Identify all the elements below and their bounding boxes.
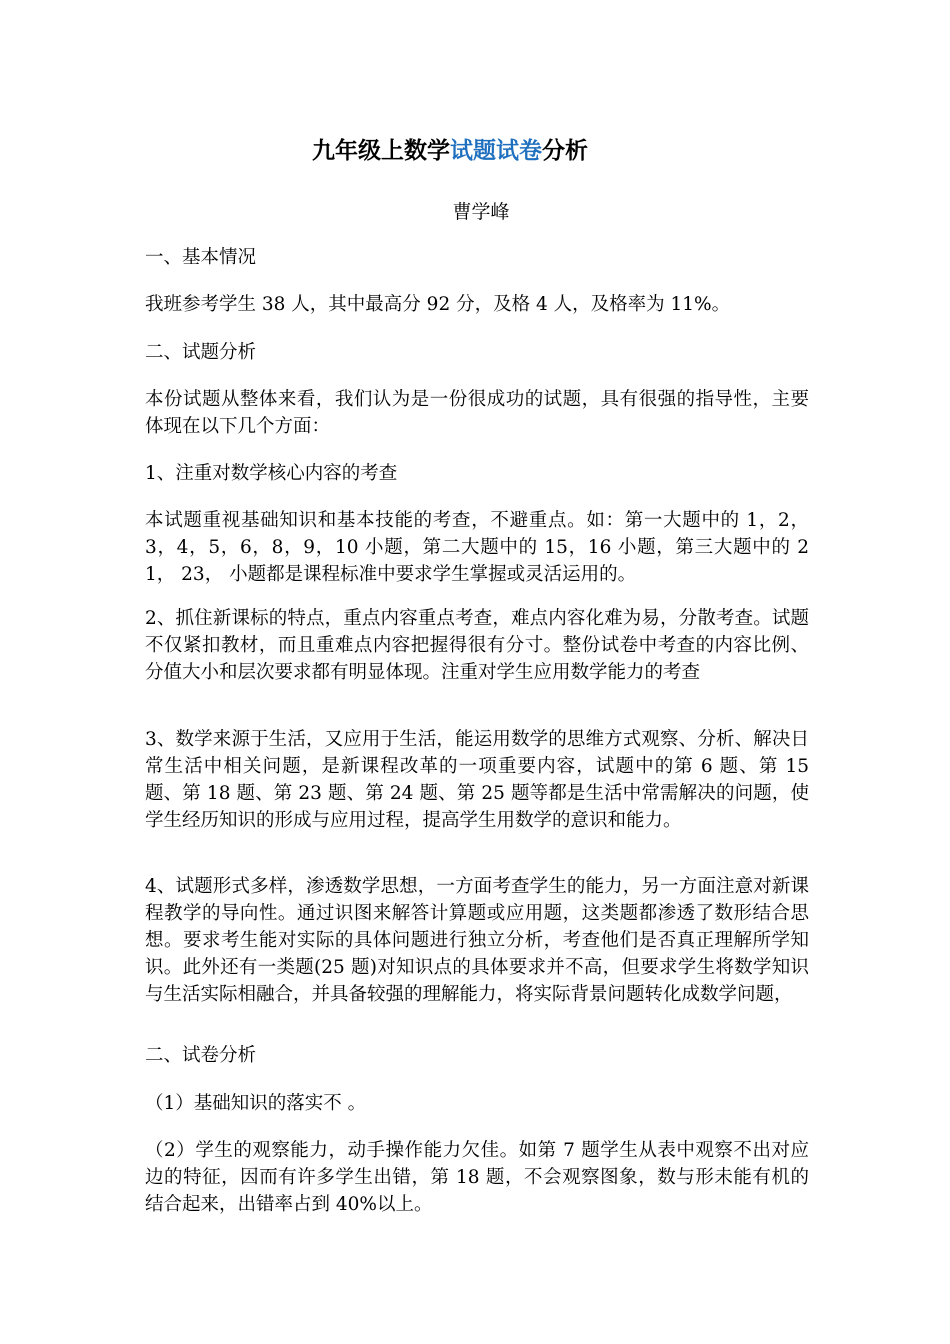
paragraph-point-1-body: 本试题重视基础知识和基本技能的考查，不避重点。如：第一大题中的 1，2，3，4，5，6，8，9，10 小题，第二大题中的 15，16 小题，第三大题中的 21， 23， 小题都是课程标准中要求学生掌握或灵活运用的。 [145, 510, 809, 585]
paragraph-basic-stats: 我班参考学生 38 人，其中最高分 92 分，及格 4 人，及格率为 11%。 [145, 294, 731, 315]
heading-question-analysis: 二、试题分析 [145, 342, 257, 363]
title-text-part1: 九年级上数学 [312, 138, 450, 164]
paragraph-overview: 本份试题从整体来看，我们认为是一份很成功的试题，具有很强的指导性，主要体现在以下几个方面： [145, 389, 809, 437]
paragraph-point-1-title: 1、注重对数学核心内容的考查 [145, 463, 398, 484]
paragraph-point-2: 2、抓住新课标的特点，重点内容重点考查，难点内容化难为易，分散考查。试题不仅紧扣教材，而且重难点内容把握得很有分寸。整份试卷中考查的内容比例、分值大小和层次要求都有明显体现。注重对学生应用数学能力的考查 [145, 608, 809, 683]
paragraph-point-4: 4、试题形式多样，渗透数学思想，一方面考查学生的能力，另一方面注意对新课程教学的导向性。通过识图来解答计算题或应用题，这类题都渗透了数形结合思想。要求考生能对实际的具体问题进行独立分析，考查他们是否真正理解所学知识。此外还有一类题(25 题)对知识点的具体要求并不高，但要求学生将数学知识与生活实际相融合，并具备较强的理解能力，将实际背景问题转化成数学问题， [145, 876, 809, 1005]
title-text-highlight[interactable]: 试题试卷 [450, 138, 542, 164]
heading-paper-analysis: 二、试卷分析 [145, 1045, 257, 1066]
paragraph-item-2: （2）学生的观察能力，动手操作能力欠佳。如第 7 题学生从表中观察不出对应边的特征，因而有许多学生出错，第 18 题，不会观察图象，数与形未能有机的结合起来，出错率占到 40%以上。 [145, 1140, 809, 1215]
paragraph-point-3: 3、数学来源于生活，又应用于生活，能运用数学的思维方式观察、分析、解决日常生活中相关问题，是新课程改革的一项重要内容，试题中的第 6 题、第 15 题、第 18 题、第 23 题、第 24 题、第 25 题等都是生活中常需解决的问题，使学生经历知识的形成与应用过程，提高学生用数学的意识和能力。 [145, 729, 809, 831]
paragraph-item-1: （1）基础知识的落实不 。 [145, 1093, 367, 1114]
author-name: 曹学峰 [452, 201, 510, 223]
heading-basic-situation: 一、基本情况 [145, 247, 257, 268]
title-text-part3: 分析 [542, 138, 588, 164]
document-title [0, 136, 950, 166]
